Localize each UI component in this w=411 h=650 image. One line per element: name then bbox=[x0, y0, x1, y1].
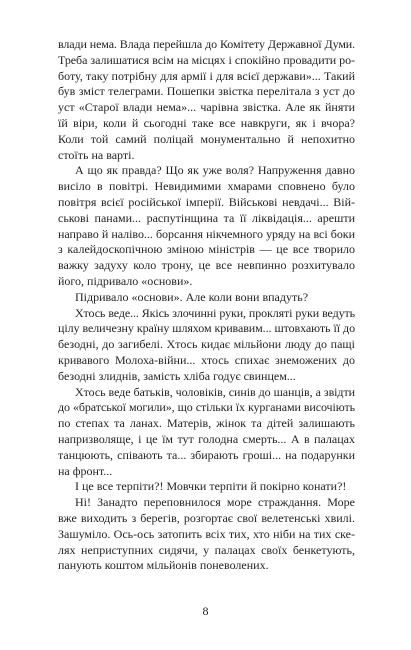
text-line: танцюють, співають та... збирають гроші... на подарунки bbox=[58, 447, 355, 462]
text-line: Хтось веде... Якісь злочинні руки, прокляті руки ведуть bbox=[75, 305, 355, 320]
text-line: був зміст телеграми. Пошепки звістка перелітала з уст до bbox=[58, 84, 355, 99]
text-line: ськові панами... распутінщина та її ліквідація... арешти bbox=[58, 210, 355, 225]
text-line: кривавого Молоха-війни... хтось спихає знеможених до bbox=[58, 352, 355, 367]
text-line: Коли той самий поліцай монументально й непохитно bbox=[58, 131, 355, 146]
text-line: стоїть на варті. bbox=[58, 147, 135, 162]
text-line: їй віри, коли й сьогодні таке все навкруги, як і вчора? bbox=[58, 115, 355, 130]
text-line: до «братської могили», що стільки їх курганами височіють bbox=[58, 400, 355, 415]
text-line: уст «Старої влади нема»... чарівна звістка. Але як йняти bbox=[58, 100, 355, 115]
text-line: вже виходить з берегів, розгортає свої велетенські хвилі. bbox=[58, 510, 355, 525]
paragraph-2 bbox=[58, 163, 355, 289]
text-line: лях неприступних сидячи, у палацах своїх бенкетують, bbox=[58, 542, 355, 557]
text-line: боту, таку потрібну для армії і для всієї держави»... Такий bbox=[58, 68, 355, 83]
text-line: з калейдоскопічною зміною міністрів — це все творило bbox=[58, 242, 355, 257]
text-line: Підривало «основи». Але коли вони впадуть? bbox=[75, 289, 309, 304]
text-line: на фронт... bbox=[58, 463, 113, 478]
text-line: Треба залишатися всім на місцях і спокійно провадити ро- bbox=[58, 52, 355, 67]
text-line: безодні злиднів, замість хліба годує свинцем... bbox=[58, 368, 296, 383]
paragraph-3 bbox=[58, 290, 355, 306]
text-line: висіло в повітрі. Невидимими хмарами сповнено було bbox=[58, 179, 355, 194]
text-line: Ні! Занадто переповнилося море страждання. Море bbox=[75, 495, 355, 510]
paragraph-6 bbox=[58, 479, 355, 495]
text-line: по степах та ланах. Матерів, жінок та дітей залишають bbox=[58, 416, 355, 431]
text-line: панують коштом мільйонів поневолених. bbox=[58, 558, 269, 573]
text-line: його, підривало «основи». bbox=[58, 273, 193, 288]
text-line: І це все терпіти?! Мовчки терпіти й покірно конати?! bbox=[75, 479, 347, 494]
text-line: напризволяще, і це їм тут голодна смерть... А в палацах bbox=[58, 431, 355, 446]
text-line: безодні, до загибелі. Хтось кидає мільйони люду до пащі bbox=[58, 337, 355, 352]
paragraph-4 bbox=[58, 306, 355, 385]
paragraph-7 bbox=[58, 495, 355, 574]
text-line: повітря всієї російської імперії. Військові невдачі... Вій- bbox=[58, 194, 355, 209]
text-line: А що як правда? Що як уже воля? Напруження давно bbox=[75, 163, 355, 178]
text-line: Хтось веде батьків, чоловіків, синів до шанців, а звідти bbox=[75, 384, 355, 399]
page-number: 8 bbox=[202, 604, 209, 618]
paragraph-1 bbox=[58, 37, 355, 163]
text-line: цілу величезну країну шляхом кривавим... штовхають її до bbox=[58, 321, 355, 336]
body-text bbox=[58, 37, 355, 574]
text-line: Зашуміло. Ось-ось затопить всіх тих, хто ніби на тих ске- bbox=[58, 526, 355, 541]
text-line: важку задуху коло трону, це все невпинно розхитувало bbox=[58, 258, 355, 273]
text-line: влади нема. Влада перейшла до Комітету Державної Думи. bbox=[58, 37, 355, 51]
paragraph-5 bbox=[58, 385, 355, 480]
text-line: направо й наліво... борсання нікчемного уряду на всі боки bbox=[58, 226, 355, 241]
